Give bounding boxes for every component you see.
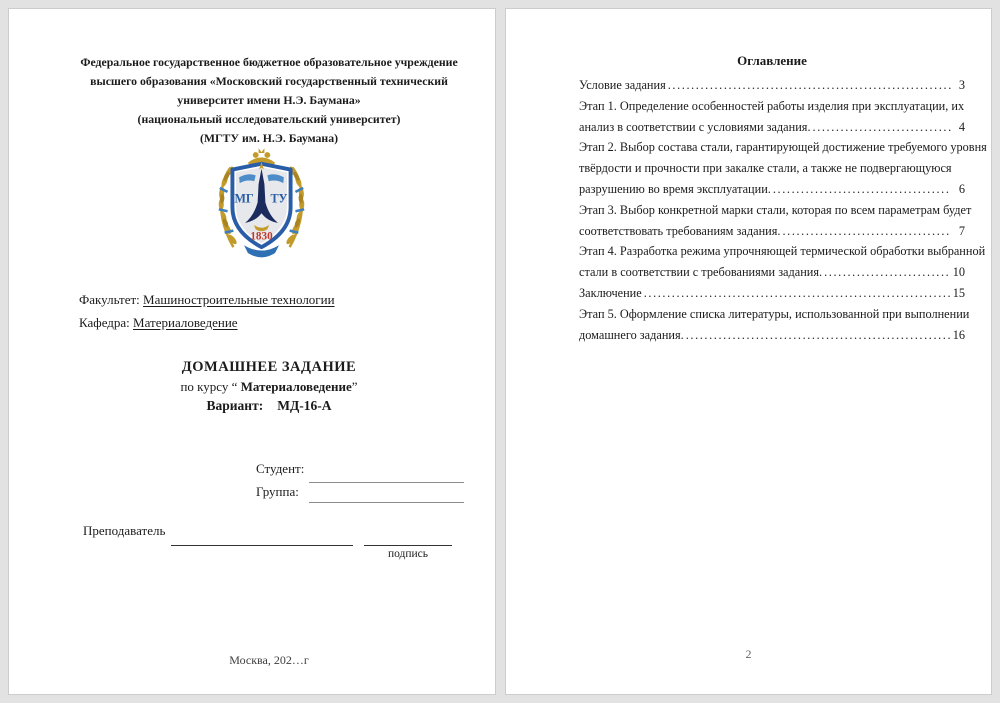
- faculty-row: [79, 288, 335, 311]
- shield-text-right: ТУ: [270, 191, 288, 206]
- toc-leader-dots: [773, 179, 951, 200]
- toc-title: Оглавление: [737, 53, 807, 68]
- toc-page-ref: 6: [958, 181, 965, 196]
- toc-entry[interactable]: [579, 241, 986, 283]
- toc-text: соответствовать требованиям задания.: [579, 223, 781, 238]
- signature-caption: подпись: [387, 548, 429, 560]
- toc-text: домашнего задания.: [579, 327, 684, 342]
- toc-line[interactable]: [579, 283, 965, 304]
- toc-page: [505, 8, 992, 695]
- student-label: Студент:: [256, 461, 305, 476]
- toc-text: анализ в соответствии с условиями задания.: [579, 119, 811, 134]
- faculty-department: [79, 288, 335, 334]
- toc-line[interactable]: твёрдости и прочности при закалке стали, а также не подвергающуюся: [579, 161, 952, 176]
- teacher-blank-line: [171, 545, 353, 546]
- toc-line[interactable]: Этап 1. Определение особенностей работы изделия при эксплуатации, их: [579, 98, 965, 113]
- toc-entry[interactable]: [579, 304, 970, 346]
- toc-line[interactable]: [579, 75, 965, 96]
- header-line: университет имени Н.Э. Баумана»: [177, 93, 361, 107]
- toc-text: стали в соответствии с требованиями задания.: [579, 265, 823, 280]
- toc-line[interactable]: Этап 5. Оформление списка литературы, использованной при выполнении: [579, 306, 970, 321]
- shield-text-left: МГ: [234, 191, 254, 206]
- course-line: [75, 377, 463, 396]
- faculty-value: Машиностроительные технологии: [143, 292, 335, 307]
- toc-page-ref: 7: [958, 223, 965, 238]
- toc-line[interactable]: [579, 117, 965, 138]
- title-page: [8, 8, 496, 695]
- department-value: Материаловедение: [133, 315, 238, 330]
- document-title: ДОМАШНЕЕ ЗАДАНИЕ: [181, 359, 357, 375]
- toc-page-ref: 10: [952, 265, 965, 280]
- toc-entry[interactable]: [579, 75, 965, 96]
- variant-line: [75, 396, 463, 415]
- founding-year: 1830: [250, 230, 273, 243]
- toc-entry[interactable]: [579, 200, 972, 242]
- group-label: Группа:: [256, 484, 299, 499]
- toc-leader-dots: [644, 283, 951, 304]
- city-year-footer: Москва, 202…г: [229, 653, 309, 667]
- course-prefix: по курсу “: [180, 379, 241, 394]
- variant-label: Вариант:: [206, 398, 264, 413]
- toc-page-ref: 4: [958, 119, 965, 134]
- department-label: Кафедра:: [79, 315, 130, 330]
- toc-entry[interactable]: [579, 137, 987, 199]
- toc-leader-dots: [782, 221, 951, 242]
- table-of-contents: [579, 51, 987, 345]
- toc-line[interactable]: [579, 262, 965, 283]
- course-name: Материаловедение: [240, 379, 352, 394]
- university-header: [75, 53, 463, 148]
- toc-line[interactable]: [579, 179, 965, 200]
- faculty-label: Факультет:: [79, 292, 140, 307]
- assignment-title-block: [75, 358, 463, 415]
- page-number: 2: [745, 647, 752, 661]
- toc-entries: [579, 75, 987, 345]
- signature-blank-line: [364, 545, 452, 546]
- toc-text: Условие задания: [579, 78, 666, 92]
- teacher-label: Преподаватель: [83, 523, 166, 538]
- toc-page-ref: 3: [958, 78, 965, 92]
- toc-line[interactable]: Этап 3. Выбор конкретной марки стали, которая по всем параметрам будет: [579, 202, 972, 217]
- toc-line[interactable]: Этап 4. Разработка режима упрочняющей термической обработки выбранной: [579, 244, 986, 259]
- toc-entry[interactable]: [579, 96, 965, 138]
- toc-text: разрушению во время эксплуатации.: [579, 181, 771, 196]
- toc-leader-dots: [668, 75, 951, 96]
- student-blank-line: [309, 482, 464, 483]
- toc-line[interactable]: [579, 221, 965, 242]
- header-line: Федеральное государственное бюджетное образовательное учреждение: [80, 55, 458, 69]
- header-line: высшего образования «Московский государственный технический: [90, 74, 448, 88]
- toc-line[interactable]: Этап 2. Выбор состава стали, гарантирующей достижение требуемого уровня: [579, 140, 987, 155]
- variant-value: МД-16-А: [277, 398, 332, 413]
- toc-leader-dots: [686, 325, 951, 346]
- toc-page-ref: 16: [952, 327, 965, 342]
- group-blank-line: [309, 502, 464, 503]
- course-suffix: ”: [351, 379, 358, 394]
- toc-leader-dots: [824, 262, 951, 283]
- header-line: (МГТУ им. Н.Э. Баумана): [199, 131, 339, 145]
- header-line: (национальный исследовательский университет): [137, 112, 401, 126]
- toc-leader-dots: [813, 117, 951, 138]
- toc-entry[interactable]: [579, 283, 965, 304]
- university-emblem-icon: [213, 147, 310, 260]
- toc-line[interactable]: [579, 325, 965, 346]
- department-row: [79, 311, 335, 334]
- toc-page-ref: 15: [952, 285, 965, 300]
- toc-text: Заключение: [579, 285, 642, 300]
